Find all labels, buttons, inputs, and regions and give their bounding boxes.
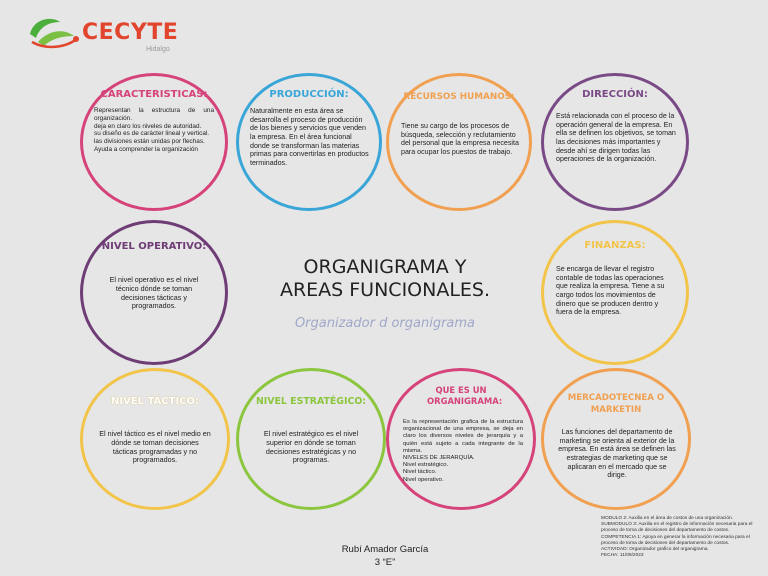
circle-caracteristicas: [80, 73, 228, 211]
author-name: Rubí Amador García: [341, 544, 429, 555]
caracteristicas-title: CARACTERISTICAS:: [100, 89, 208, 100]
mercadotecnia-text: Las funciones del departamento de marketing se orienta al exterior de la empresa. En está área se definen las estrategias de marketing que se aplicaran en el mercado que se dirige.: [558, 428, 676, 480]
main-subtitle: Organizador d organigrama: [294, 316, 476, 331]
author-group: 3 “E”: [374, 556, 396, 568]
recursos-title: RECURSOS HUMANOS:: [403, 92, 515, 102]
caracteristicas-text: Representan la estructura de una organización. deja en claro los niveles de autoridad. su diseño es de carácter lineal y vertical. las divisiones están unidas por flechas. Ayuda a comprender la organización: [94, 107, 214, 154]
tactico-text: El nivel táctico es el nivel medio en dónde se toman decisiones tácticas programadas y no programados.: [99, 429, 211, 465]
circle-que-es-organigrama: [386, 368, 536, 510]
footnote: MODULO 2: Auxilia en el área de costos de una organización. SUBMODULO 3: Auxilia en el registro de información necesaria para el proceso de toma de decisiones del departamento de costos. COMPETENCIA 1: Apoya en generar la información necesaria para el proceso de toma de decisiones del departamento de costos. ACTIVIDAD: Organizador grafico del organigrama. FECHA: 11/09/2023: [601, 516, 753, 559]
circle-mercadotecnia: [541, 368, 691, 510]
circle-finanzas: [541, 220, 689, 365]
cecyte-logo: [26, 12, 179, 53]
organigrama-text: Es la representación grafica de la estructura organizacional de una empresa, se deja en claro los diversos niveles de jerarquía y a quién está sujeto a cada integrante de la misma. NIVELES DE JERARQUÍA. Nivel estratégico. Nivel táctico. Nivel operativo.: [403, 419, 523, 483]
leaf-logo-icon: [26, 12, 82, 52]
operativo-text: El nivel operativo es el nivel técnico dónde se toman decisiones tácticas y programados.: [109, 275, 199, 311]
organigrama-title: QUE ES UN ORGANIGRAMA:: [427, 385, 503, 406]
finanzas-text: Se encarga de llevar el registro contable de todas las operaciones que realiza la empresa. Tiene a su cargo todos los movimientos de dinero que se producen dentro y fuera de la empresa.: [556, 265, 665, 317]
direccion-text: Está relacionada con el proceso de la operación general de la empresa. En ella se definen los objetivos, se toman las decisiones más importantes y desde ahí se dirigen todas las operaciones de la organización.: [556, 112, 676, 164]
operativo-title: NIVEL OPERATIVO:: [101, 241, 207, 252]
circle-direccion: [541, 73, 689, 211]
circle-recursos-humanos: [386, 73, 532, 211]
estrategico-title: NIVEL ESTRATÉGICO:: [255, 396, 367, 407]
produccion-text: Naturalmente en esta área se desarrolla el proceso de producción de los bienes y servicios que venden la empresa. En el área funcional donde se transforman las materias primas para convertirlas en productos terminados.: [250, 107, 369, 167]
recursos-text: Tiene su cargo de los procesos de búsqueda, selección y reclutamiento del personal que la empresa necesita para ocupar los puestos de trabajo.: [401, 122, 519, 156]
brand-name: CECYTE: [82, 20, 179, 45]
finanzas-title: FINANZAS:: [584, 240, 646, 251]
main-title: [250, 256, 520, 302]
estrategico-text: El nivel estratégico es el nivel superior en dónde se toman decisiones estratégicas y no programas.: [263, 429, 359, 465]
produccion-title: PRODUCCIÓN:: [269, 89, 349, 100]
brand-subtitle: Hidalgo: [146, 46, 170, 53]
main-title-line1: ORGANIGRAMA Y: [303, 256, 467, 278]
author-block: [300, 544, 470, 570]
tactico-title: NIVEL TÁCTICO:: [110, 396, 200, 407]
circle-nivel-operativo: [80, 220, 228, 365]
circle-nivel-estrategico: [236, 368, 386, 510]
main-title-line2: AREAS FUNCIONALES.: [279, 279, 491, 302]
circle-produccion: [236, 73, 382, 211]
direccion-title: DIRECCIÓN:: [582, 89, 648, 100]
mercadotecnia-title: MERCADOTECNEA O MARKETIN: [567, 393, 665, 415]
circle-nivel-tactico: [80, 368, 230, 510]
